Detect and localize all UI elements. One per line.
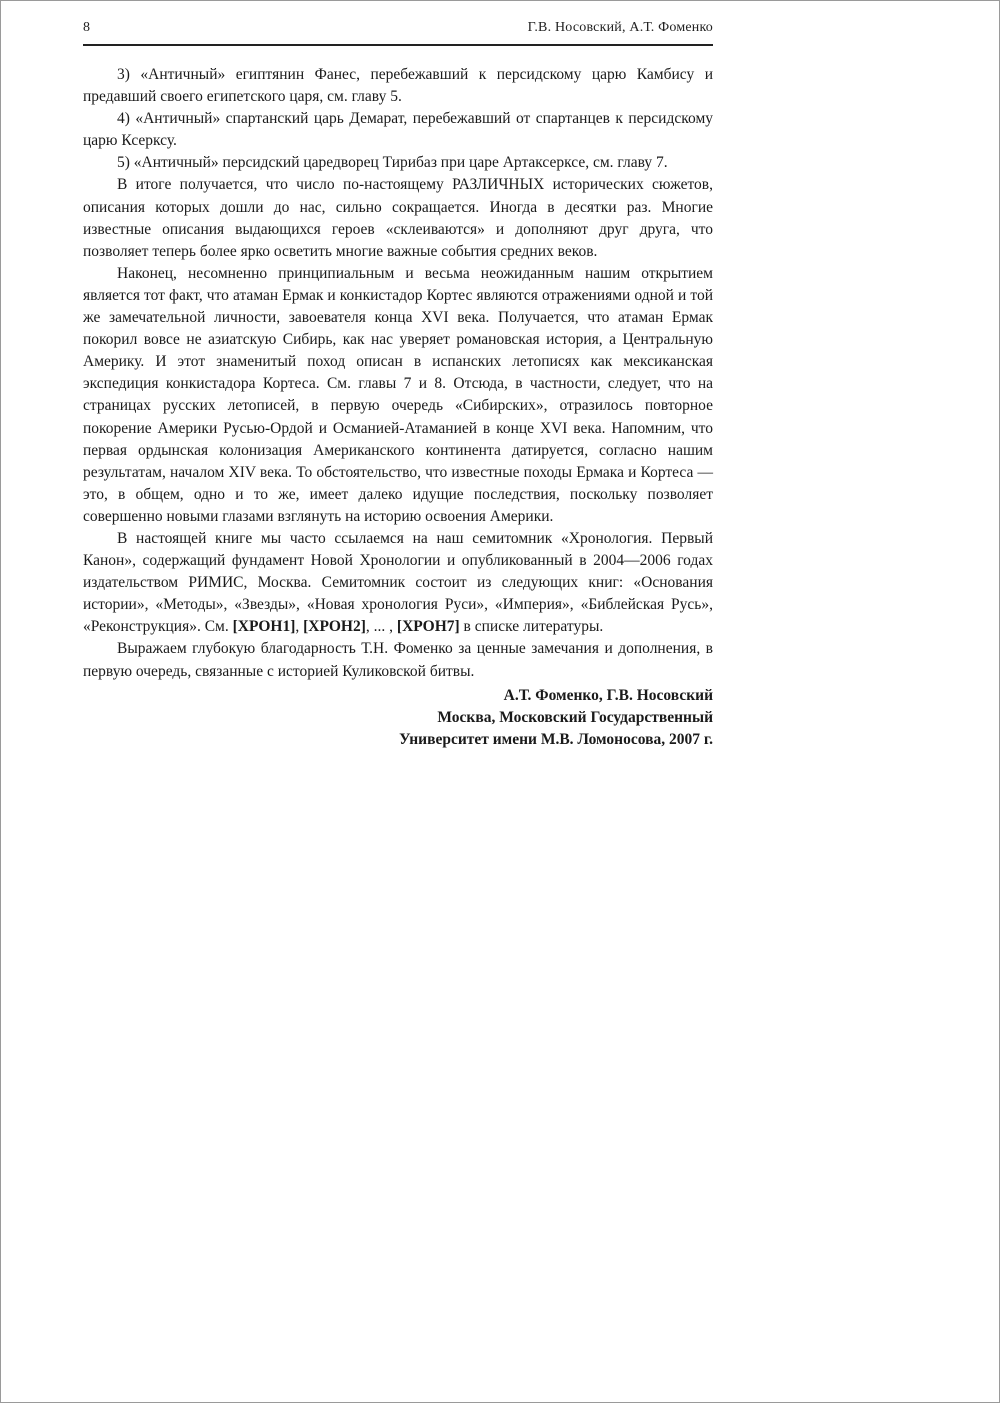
reference-hron1: [ХРОН1] xyxy=(232,618,296,636)
signature-authors: А.Т. Фоменко, Г.В. Носовский xyxy=(503,686,713,704)
running-head xyxy=(83,18,713,44)
references-text-end: в списке литературы. xyxy=(459,618,604,636)
references-text-start: В настоящей книге мы часто ссылаемся на наш семитомник «Хронология. Первый Канон», содержащий фундамент Новой Хронологии и опубликованный в 2004—2006 годах издательством РИМИС, Москва. Семитомник состоит из следующих книг: «Основания истории», «Методы», «Звезды», «Новая хронология Руси», «Империя», «Библейская Русь», «Реконструкция». См. xyxy=(83,529,713,636)
header-rule xyxy=(83,44,713,46)
paragraph-acknowledgement: Выражаем глубокую благодарность Т.Н. Фоменко за ценные замечания и дополнения, в первую очередь, связанные с историей Куликовской битвы. xyxy=(83,640,713,680)
paragraph-itog: В итоге получается, что число по-настоящему РАЗЛИЧНЫХ исторических сюжетов, описания которых дошли до нас, сильно сокращается. Иногда в десятки раз. Многие известные описания выдающихся героев «склеиваются» и дополняют друг друга, что позволяет теперь более ярко осветить многие важные события средних веков. xyxy=(83,176,713,260)
paragraph-chronology-references xyxy=(83,528,713,638)
page-body xyxy=(83,64,713,751)
list-item-3: 3) «Античный» египтянин Фанес, перебежавший к персидскому царю Камбису и предавший своего египетского царя, см. главу 5. xyxy=(83,66,713,106)
running-head-authors: Г.В. Носовский, А.Т. Фоменко xyxy=(527,20,713,35)
list-item-5: 5) «Античный» персидский царедворец Тирибаз при царе Артаксерксе, см. главу 7. xyxy=(117,154,668,172)
reference-separator-1: , xyxy=(295,618,304,636)
signature-place: Москва, Московский Государственный xyxy=(437,708,713,726)
list-item-4: 4) «Античный» спартанский царь Демарат, перебежавший от спартанцев к персидскому царю Ксерксу. xyxy=(83,110,713,150)
signature-university-year: Университет имени М.В. Ломоносова, 2007 г. xyxy=(399,730,713,748)
reference-separator-2: , ... , xyxy=(365,618,397,636)
signature-block xyxy=(83,685,713,751)
reference-hron2: [ХРОН2] xyxy=(303,618,366,636)
reference-hron7: [ХРОН7] xyxy=(396,618,460,636)
page-number: 8 xyxy=(83,20,90,35)
paragraph-ermak-cortes: Наконец, несомненно принципиальным и весьма неожиданным нашим открытием является тот факт, что атаман Ермак и конкистадор Кортес являются отражениями одной и той же замечательной личности, завоевателя конца XVI века. Получается, что атаман Ермак покорил вовсе не азиатскую Сибирь, как нас уверяет романовская история, а Центральную Америку. И этот знаменитый поход описан в испанских летописях как мексиканская экспедиция конкистадора Кортеса. См. главы 7 и 8. Отсюда, в частности, следует, что на страницах русских летописей, в первую очередь «Сибирских», отразилось повторное покорение Америки Русью-Ордой и Османией-Атаманией в конце XVI века. Напомним, что первая ордынская колонизация Американского континента датируется, согласно нашим результатам, началом XIV века. То обстоятельство, что известные походы Ермака и Кортеса — это, в общем, одно и то же, имеет далеко идущие последствия, поскольку позволяет совершенно новыми глазами взглянуть на историю освоения Америки. xyxy=(83,264,713,525)
